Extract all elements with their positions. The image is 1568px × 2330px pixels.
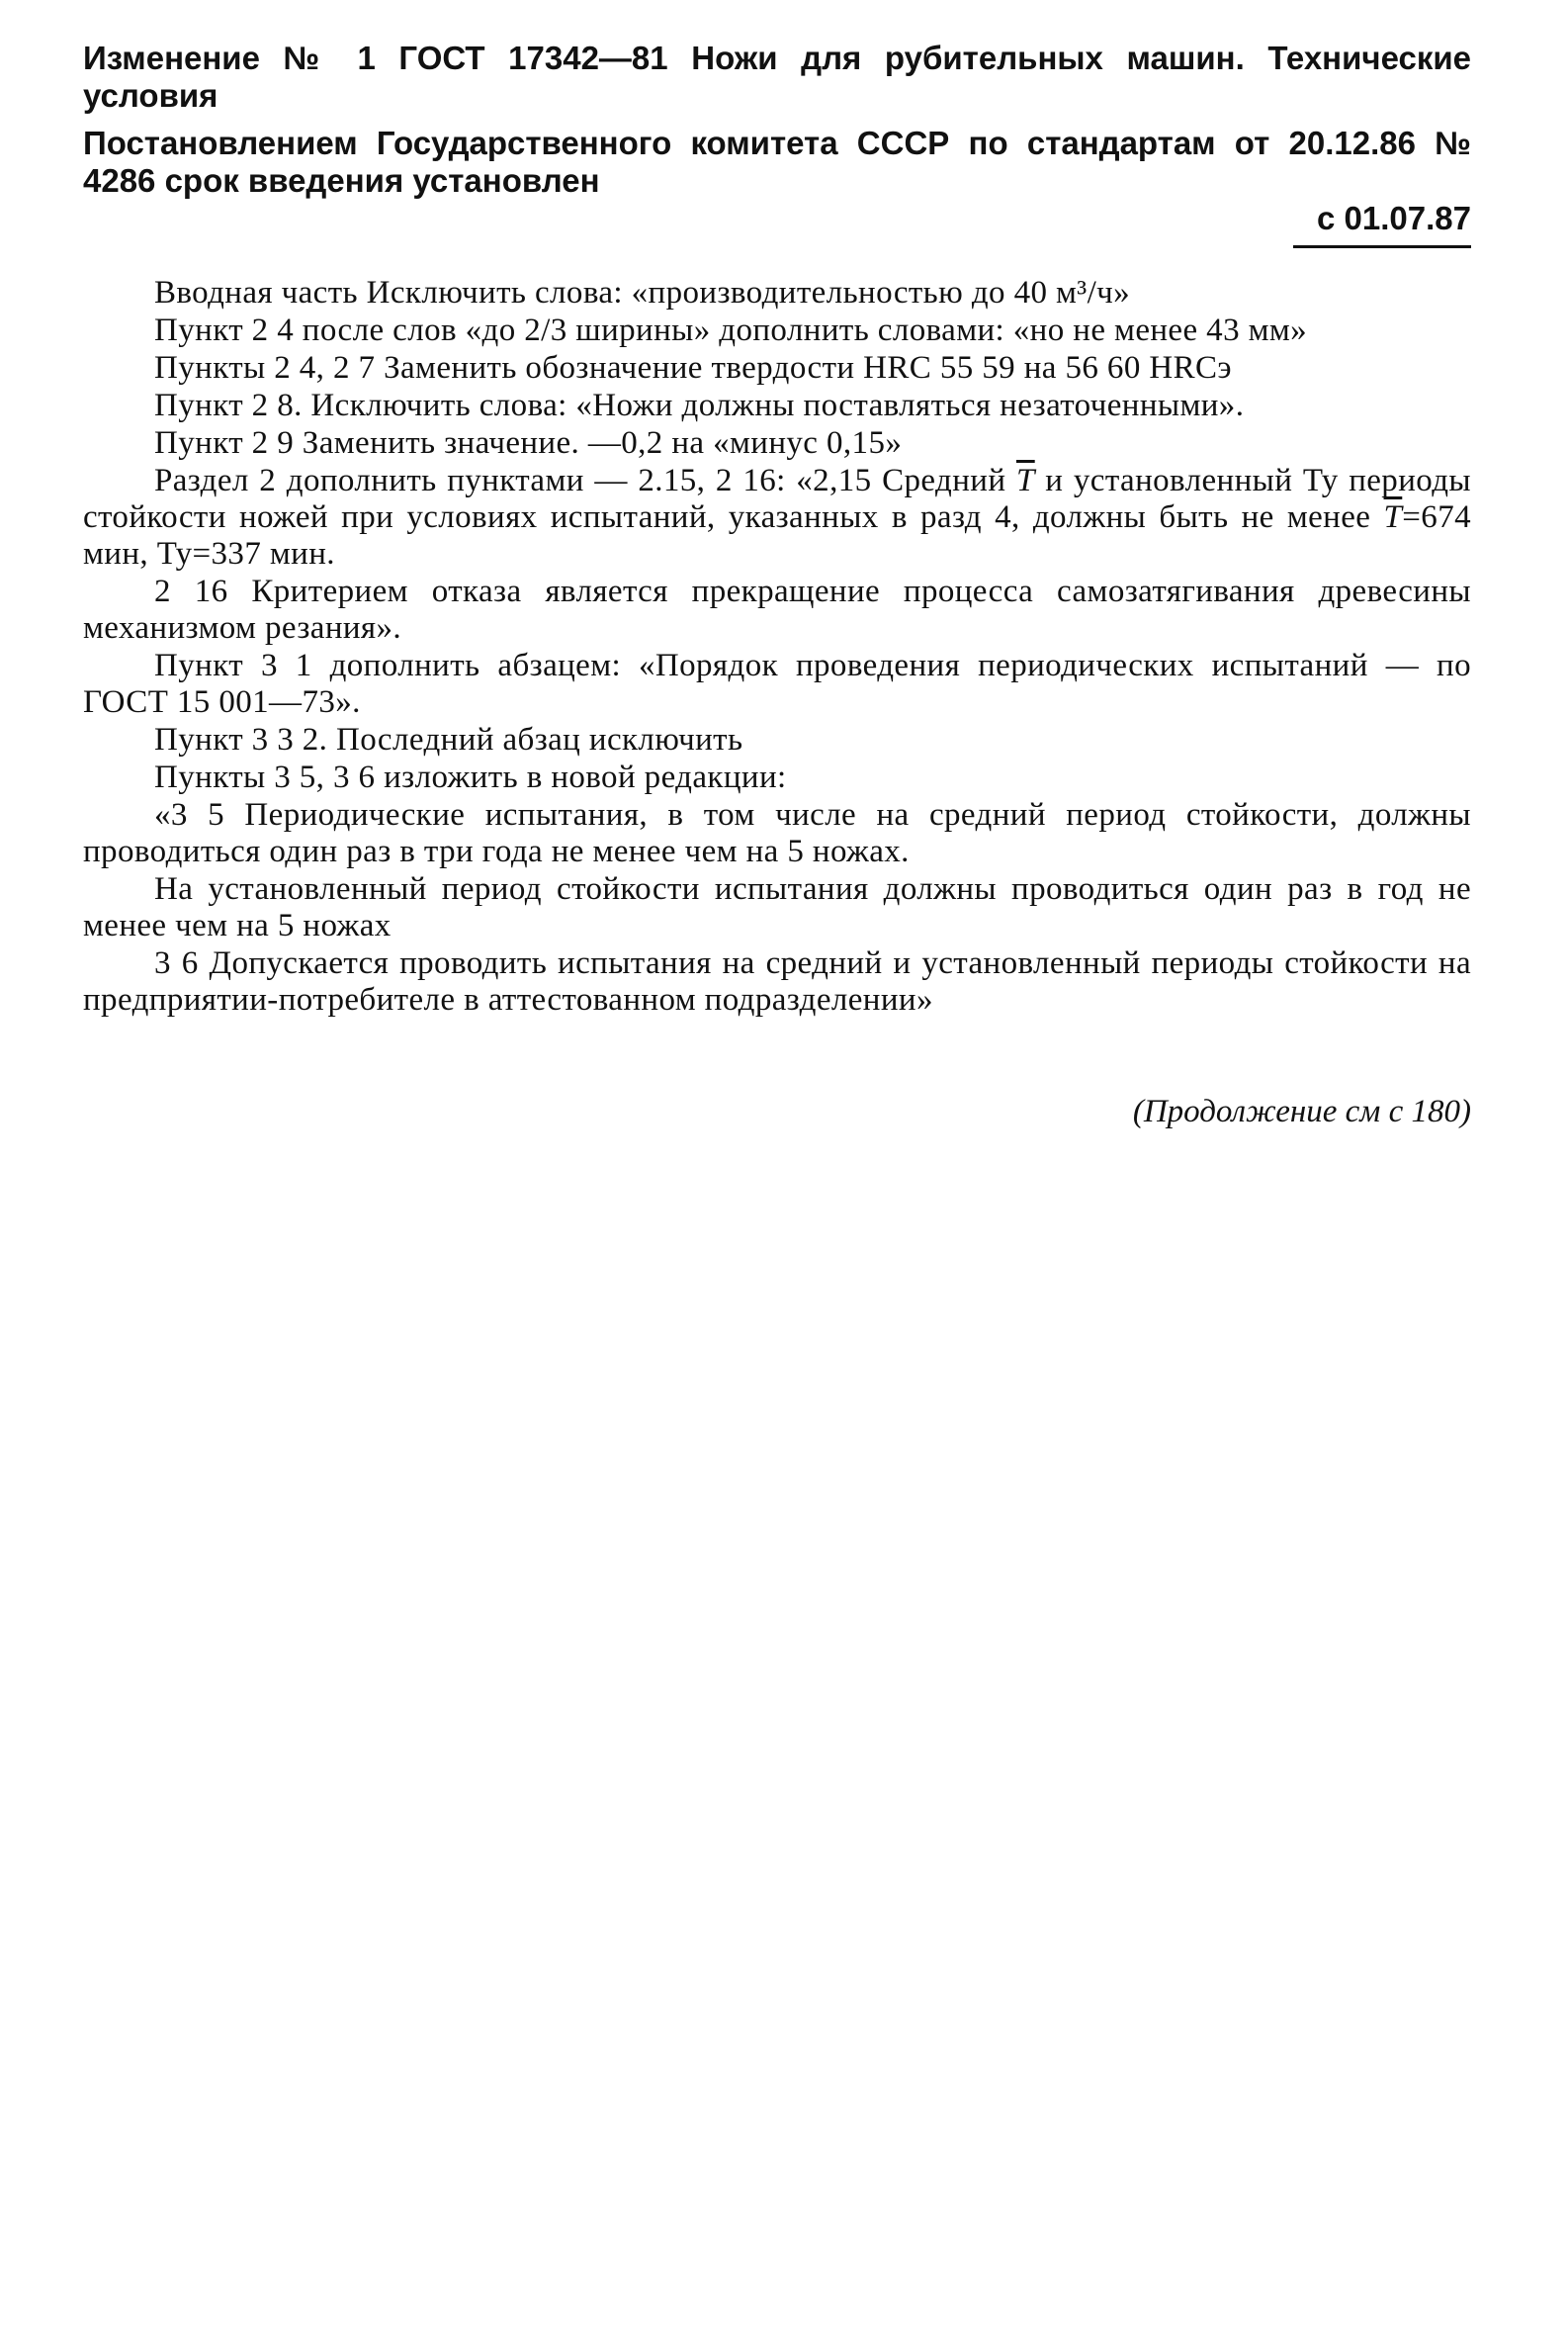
section-2-text-c: =674 мин, Ту=337 мин. [83, 499, 1471, 572]
decree-statement: Постановлением Государственного комитета СССР по стандартам от 20.12.86 № 4286 срок введения установлен [83, 125, 1471, 199]
paragraph-3-5-text: «3 5 Периодические испытания, в том числе на средний период стойкости, должны проводиться один раз в три года не менее чем на 5 ножах. [83, 797, 1471, 869]
paragraph-section-2 [83, 463, 1471, 573]
paragraph-3-6-text: 3 6 Допускается проводить испытания на средний и установленный периоды стойкости на предприятии-потребителе в аттестованном подразделении» [83, 945, 1471, 1018]
paragraph-intro: Вводная часть Исключить слова: «производительностью до 40 м³/ч» [154, 275, 1131, 311]
date-underline [1293, 245, 1471, 248]
section-2-text-b: и установленный Ту периоды стойкости ножей при условиях испытаний, указанных в разд 4, должны быть не менее [83, 463, 1471, 535]
amendment-title: Изменение № 1 ГОСТ 17342—81 Ножи для рубительных машин. Технические условия [83, 40, 1471, 114]
mean-life-symbol: $\overline{T}$ [1015, 463, 1035, 498]
paragraph-established-period: На установленный период стойкости испытания должны проводиться один раз в год не менее чем на 5 ножах [83, 871, 1471, 943]
paragraph-2-4-2-7: Пункты 2 4, 2 7 Заменить обозначение твердости HRC 55 59 на 56 60 HRCэ [154, 350, 1232, 386]
section-2-text-a: Раздел 2 дополнить пунктами — 2.15, 2 16: «2,15 Средний [154, 463, 1016, 498]
paragraph-2-8: Пункт 2 8. Исключить слова: «Ножи должны поставляться незаточенными». [154, 388, 1245, 423]
continuation-note: (Продолжение см с 180) [1132, 1094, 1471, 1129]
paragraph-3-3-2: Пункт 3 3 2. Последний абзац исключить [154, 722, 743, 758]
paragraph-2-4: Пункт 2 4 после слов «до 2/3 ширины» дополнить словами: «но не менее 43 мм» [154, 313, 1308, 348]
paragraph-3-1: Пункт 3 1 дополнить абзацем: «Порядок проведения периодических испытаний — по ГОСТ 15 001—73». [83, 648, 1471, 720]
paragraph-3-5-3-6: Пункты 3 5, 3 6 изложить в новой редакции: [154, 760, 787, 795]
amendment-body [83, 275, 1471, 1020]
paragraph-2-16: 2 16 Критерием отказа является прекращение процесса самозатягивания древесины механизмом резания». [83, 574, 1471, 646]
effective-date: с 01.07.87 [1317, 200, 1471, 236]
mean-life-symbol-2: $\overline{T}$ [1383, 499, 1403, 535]
paragraph-2-9: Пункт 2 9 Заменить значение. —0,2 на «минус 0,15» [154, 425, 903, 461]
